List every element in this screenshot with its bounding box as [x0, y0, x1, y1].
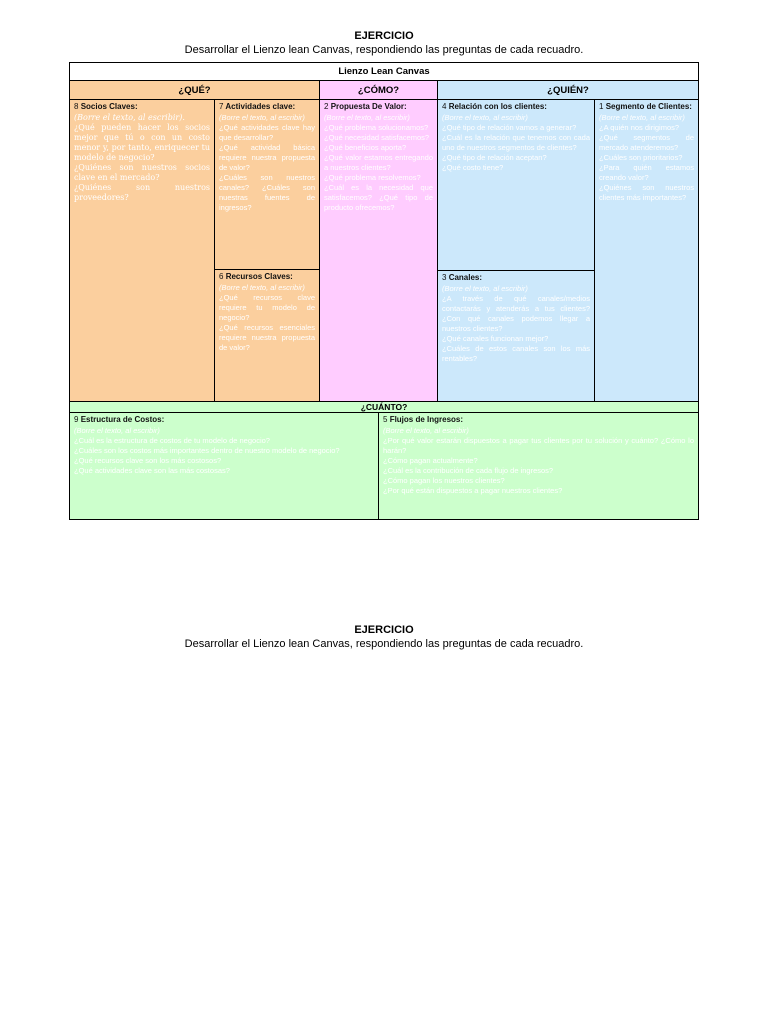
box-question: ¿Quiénes son nuestros proveedores? — [74, 183, 210, 202]
box-relacion-clientes[interactable] — [437, 99, 595, 271]
box-question: ¿Qué tipo de relación aceptan? — [442, 153, 547, 162]
second-page-header — [0, 623, 768, 651]
box-question: ¿Cuál es la necesidad que satisfacemos? ¿Qué tipo de producto ofrecemos? — [324, 183, 433, 212]
box-hint: (Borre el texto, al escribir) — [324, 113, 410, 122]
box-socios-claves[interactable] — [69, 99, 215, 402]
box-question: ¿Qué problema solucionamos? — [324, 123, 429, 132]
box-question: ¿Qué segmentos de mercado atenderemos? — [599, 133, 694, 152]
box-hint: (Borre el texto, al escribir) — [442, 284, 528, 293]
box-question: ¿Qué necesidad satisfacemos? — [324, 133, 430, 142]
box-hint: (Borre el texto, al escribir) — [219, 283, 305, 292]
box-question: ¿Para quién estamos creando valor? — [599, 163, 694, 182]
box-question: ¿Qué canales funcionan mejor? — [442, 334, 549, 343]
page-header — [0, 29, 768, 57]
box-title: 2 Propuesta De Valor: — [324, 102, 407, 111]
box-question: ¿Cuáles son los costos más importantes dentro de nuestro modelo de negocio? — [74, 446, 340, 455]
box-question: ¿Quiénes son nuestros socios clave en el mercado? — [74, 163, 210, 182]
box-question: ¿Cuál es la contribución de cada flujo de ingresos? — [383, 466, 554, 475]
section-cuanto: ¿CUÁNTO? — [69, 401, 699, 413]
box-question: ¿Qué recursos clave requiere tu modelo de negocio? — [219, 293, 315, 322]
section-quien: ¿QUIÉN? — [437, 80, 699, 100]
box-canales[interactable] — [437, 270, 595, 402]
box-title: 9 Estructura de Costos: — [74, 415, 165, 424]
box-question: ¿Qué actividades clave son las más costosas? — [74, 466, 230, 475]
box-question: ¿A través de qué canales/medios contactarás y atenderás a tus clientes? ¿Con qué canales podemos llegar a nuestros clientes? — [442, 294, 590, 333]
box-actividades-clave[interactable] — [214, 99, 320, 270]
box-hint: (Borre el texto, al escribir) — [442, 113, 528, 122]
box-hint: (Borre el texto, al escribir) — [219, 113, 305, 122]
box-question: ¿Qué costo tiene? — [442, 163, 504, 172]
box-question: ¿Qué valor estamos entregando a nuestros clientes? — [324, 153, 433, 172]
box-title: 3 Canales: — [442, 273, 483, 282]
box-title: 7 Actividades clave: — [219, 102, 296, 111]
box-question: ¿Qué actividades clave hay que desarrollar? — [219, 123, 315, 142]
page-title: EJERCICIO — [354, 30, 414, 42]
box-propuesta-de-valor[interactable] — [319, 99, 438, 402]
box-recursos-claves[interactable] — [214, 269, 320, 402]
box-estructura-costos[interactable] — [69, 412, 379, 520]
box-question: ¿Qué problema resolvemos? — [324, 173, 421, 182]
box-question: ¿A quién nos dirigimos? — [599, 123, 680, 132]
page-subtitle: Desarrollar el Lienzo lean Canvas, respondiendo las preguntas de cada recuadro. — [184, 44, 584, 56]
box-question: ¿Cómo pagan los nuestros clientes? — [383, 476, 505, 485]
box-question: ¿Quiénes son nuestros clientes más importantes? — [599, 183, 694, 202]
box-question: ¿Qué pueden hacer los socios mejor que tú o con un costo menor y, por tanto, enriquecer tu modelo de negocio? — [74, 123, 210, 162]
box-question: ¿Cuáles de estos canales son los más rentables? — [442, 344, 590, 363]
box-question: ¿Cuál es la relación que tenemos con cada uno de nuestros segmentos de clientes? — [442, 133, 590, 152]
box-flujos-ingresos[interactable] — [378, 412, 699, 520]
box-question: ¿Qué recursos clave son los más costosos? — [74, 456, 222, 465]
box-question: ¿Qué beneficios aporta? — [324, 143, 407, 152]
box-hint: (Borre el texto, al escribir) — [599, 113, 685, 122]
section-como: ¿CÓMO? — [319, 80, 438, 100]
box-title: 8 Socios Claves: — [74, 102, 138, 111]
section-que: ¿QUÉ? — [69, 80, 320, 100]
box-title: 1 Segmento de Clientes: — [599, 102, 692, 111]
box-question: ¿Qué recursos esenciales requiere nuestra propuesta de valor? — [219, 323, 315, 352]
box-segmento-clientes[interactable] — [594, 99, 699, 402]
second-page-title: EJERCICIO — [354, 624, 414, 636]
box-question: ¿Por qué valor estarán dispuestos a pagar tus clientes por tu solución y cuánto? ¿Cómo lo harán? — [383, 436, 694, 455]
box-hint: (Borre el texto, al escribir) — [74, 426, 160, 435]
canvas-title: Lienzo Lean Canvas — [69, 62, 699, 81]
box-question: ¿Cómo pagan actualmente? — [383, 456, 478, 465]
lean-canvas-table — [69, 62, 699, 520]
box-question: ¿Cuál es la estructura de costos de tu modelo de negocio? — [74, 436, 270, 445]
box-question: ¿Por qué están dispuestos a pagar nuestros clientes? — [383, 486, 563, 495]
box-question: ¿Qué actividad básica requiere nuestra propuesta de valor? — [219, 143, 315, 172]
box-title: 5 Flujos de Ingresos: — [383, 415, 464, 424]
box-hint: (Borre el texto, al escribir) — [383, 426, 469, 435]
box-question: ¿Cuáles son prioritarios? — [599, 153, 683, 162]
box-question: ¿Cuáles son nuestros canales? ¿Cuáles son nuestras fuentes de ingresos? — [219, 173, 315, 212]
box-question: ¿Qué tipo de relación vamos a generar? — [442, 123, 577, 132]
box-hint: (Borre el texto, al escribir). — [74, 113, 185, 122]
second-page-subtitle: Desarrollar el Lienzo lean Canvas, respondiendo las preguntas de cada recuadro. — [184, 638, 584, 650]
box-title: 6 Recursos Claves: — [219, 272, 293, 281]
box-title: 4 Relación con los clientes: — [442, 102, 547, 111]
